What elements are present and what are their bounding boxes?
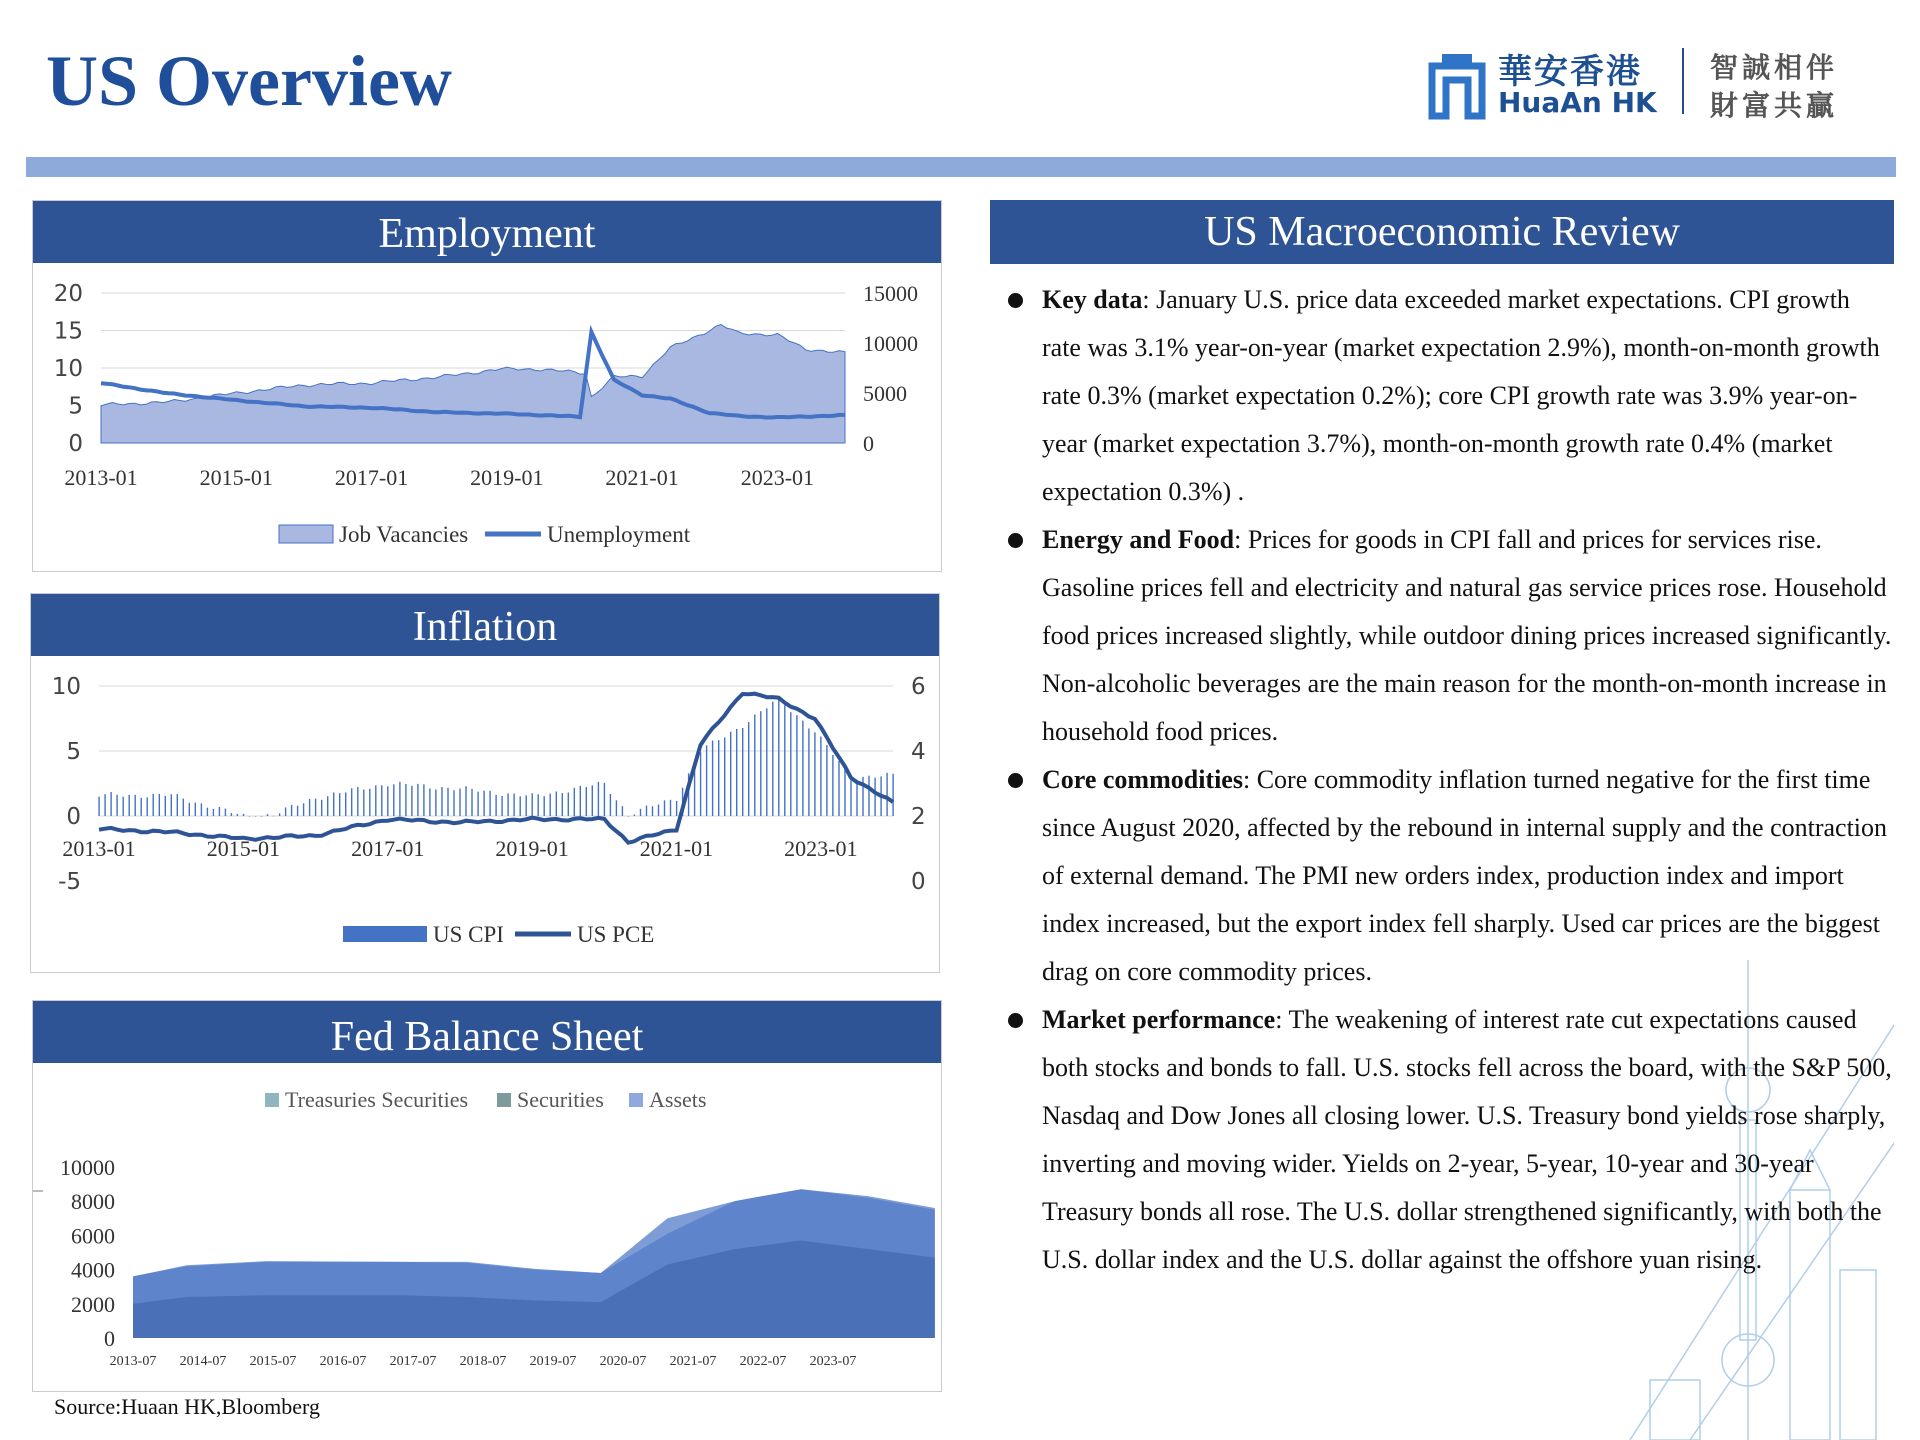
cpi-bar — [327, 796, 328, 816]
x-tick-label: 2013-01 — [62, 836, 136, 861]
cpi-bar — [147, 797, 148, 816]
legend-swatch-us-cpi — [343, 926, 427, 942]
cpi-bar — [676, 801, 677, 816]
x-tick-label: 2015-07 — [249, 1354, 297, 1369]
x-tick-label: 2021-01 — [639, 836, 714, 861]
cpi-bar — [381, 785, 382, 816]
cpi-bar — [646, 806, 647, 816]
cpi-bar — [357, 787, 358, 816]
cpi-bar — [249, 816, 250, 817]
y-right-tick-label: 0 — [863, 431, 874, 456]
cpi-bar — [297, 806, 298, 816]
cpi-bar — [375, 785, 376, 816]
y-left-tick-label: 5 — [66, 739, 81, 765]
review-list — [990, 276, 1894, 1284]
cpi-bar — [183, 799, 184, 816]
cpi-bar — [435, 790, 436, 817]
logo-slogan-1: 智誠相伴 — [1710, 51, 1839, 84]
pce-line — [99, 694, 893, 843]
cpi-bar — [766, 708, 767, 816]
cpi-bar — [598, 782, 599, 816]
cpi-bar — [237, 814, 238, 816]
cpi-bar — [826, 745, 827, 816]
review-item-energy-food — [990, 516, 1894, 756]
cpi-bar — [556, 792, 557, 817]
cpi-bar — [135, 795, 136, 816]
cpi-bar — [213, 809, 214, 816]
cpi-bar — [477, 792, 478, 816]
cpi-bar — [393, 784, 394, 816]
cpi-bar — [495, 795, 496, 816]
cpi-bar — [207, 808, 208, 816]
y-left-tick-label: 10 — [53, 356, 83, 382]
y-right-tick-label: 6 — [911, 674, 926, 700]
y-left-tick-label: 15 — [53, 318, 83, 345]
cpi-bar — [628, 816, 629, 817]
y-left-tick-label: 5 — [68, 393, 83, 420]
cpi-bar — [225, 809, 226, 816]
y-tick-label: 0 — [104, 1326, 115, 1351]
bullet-icon — [1008, 293, 1023, 308]
x-tick-label: 2023-07 — [809, 1354, 857, 1369]
cpi-bar — [658, 805, 659, 817]
legend-swatch-treasuries — [265, 1093, 279, 1107]
y-right-tick-label: 5000 — [863, 381, 907, 406]
cpi-bar — [369, 789, 370, 816]
cpi-bar — [195, 803, 196, 816]
cpi-bar — [285, 807, 286, 816]
cpi-bar — [526, 795, 527, 816]
cpi-bar — [520, 796, 521, 816]
y-tick-label: 4000 — [71, 1257, 115, 1283]
cpi-bar — [808, 729, 809, 817]
cpi-bar — [544, 796, 545, 816]
cpi-bar — [231, 813, 232, 816]
x-tick-label: 2017-01 — [334, 465, 409, 490]
y-right-tick-label: 2 — [911, 804, 926, 830]
macro-review — [990, 200, 1894, 1440]
y-left-tick-label: 0 — [66, 804, 81, 830]
cpi-bar — [796, 715, 797, 816]
x-tick-label: 2019-07 — [529, 1354, 577, 1369]
cpi-bar — [652, 806, 653, 816]
cpi-bar — [411, 786, 412, 816]
y-right-tick-label: 10000 — [863, 331, 918, 356]
cpi-bar — [868, 776, 869, 816]
cpi-bar — [123, 797, 124, 816]
cpi-bar — [784, 705, 785, 816]
x-tick-label: 2023-01 — [740, 465, 815, 490]
cpi-bar — [592, 785, 593, 816]
legend-label-us-cpi: US CPI — [433, 922, 504, 947]
cpi-bar — [640, 809, 641, 816]
cpi-bar — [104, 794, 105, 816]
cpi-bar — [399, 782, 400, 816]
logo-mark-icon — [1428, 50, 1488, 120]
cpi-bar — [315, 799, 316, 816]
legend-label-job-vacancies: Job Vacancies — [339, 522, 469, 547]
cpi-bar — [748, 722, 749, 816]
x-tick-label: 2023-01 — [784, 836, 858, 861]
review-item-text: : Core commodity inflation turned negative for the first time since August 2020, affected by the rebound in internal supply and the contraction of external demand. The PMI new orders index, production index and import index increased, but the export index fell sharply. Used car prices are the biggest drag on core commodity prices. — [1042, 765, 1888, 986]
cpi-bar — [321, 800, 322, 816]
x-tick-label: 2018-07 — [459, 1354, 507, 1369]
cpi-bar — [574, 788, 575, 816]
cpi-bar — [219, 807, 220, 816]
cpi-bar — [856, 780, 857, 816]
cpi-bar — [604, 783, 605, 816]
cpi-bar — [568, 793, 569, 817]
cpi-bar — [832, 755, 833, 816]
cpi-bar — [189, 803, 190, 816]
cpi-bar — [417, 784, 418, 816]
review-item-core-commodities — [990, 756, 1894, 996]
page-title: US Overview — [46, 41, 452, 121]
cpi-bar — [243, 814, 244, 816]
employment-title: Employment — [33, 201, 941, 263]
y-left-tick-label: 20 — [53, 281, 83, 307]
cpi-bar — [339, 793, 340, 816]
cpi-bar — [610, 794, 611, 816]
y-tick-label: 6000 — [71, 1223, 115, 1249]
cpi-bar — [255, 816, 256, 817]
review-item-market-performance — [990, 996, 1894, 1284]
x-tick-label: 2016-07 — [319, 1354, 367, 1369]
cpi-bar — [267, 814, 268, 816]
x-tick-label: 2022-07 — [739, 1354, 787, 1369]
cpi-bar — [153, 794, 154, 816]
review-title: US Macroeconomic Review — [990, 200, 1894, 264]
cpi-bar — [483, 791, 484, 816]
legend-swatch-job-vacancies — [279, 525, 333, 543]
cpi-bar — [513, 794, 514, 817]
y-right-tick-label: 15000 — [863, 281, 918, 306]
review-item-text: : January U.S. price data exceeded market expectations. CPI growth rate was 3.1% year-on-year (market expectation 2.9%), month-on-month growth rate 0.3% (market expectation 0.2%); core CPI growth rate was 3.9% year-on-year (market expectation 3.7%), month-on-month growth rate 0.4% (market expectation 0.3%) . — [1042, 285, 1880, 506]
y-tick-label: 10000 — [60, 1155, 115, 1180]
cpi-bar — [886, 773, 887, 816]
cpi-bar — [489, 791, 490, 816]
cpi-bar — [838, 761, 839, 816]
cpi-bar — [718, 740, 719, 816]
cpi-bar — [760, 711, 761, 816]
cpi-bar — [110, 792, 111, 816]
inflation-chart — [31, 656, 939, 970]
x-tick-label: 2014-07 — [179, 1354, 227, 1369]
review-item-label: Market performance — [1042, 1005, 1276, 1034]
y-left-tick-label: -5 — [58, 869, 81, 895]
cpi-bar — [550, 794, 551, 816]
legend-label-us-pce: US PCE — [577, 922, 655, 947]
cpi-bar — [303, 803, 304, 816]
cpi-bar — [333, 793, 334, 817]
x-tick-label: 2021-07 — [669, 1354, 717, 1369]
review-item-text: : Prices for goods in CPI fall and prices for services rise. Gasoline prices fell and electricity and natural gas service prices rose. Household food prices increased slightly, while outdoor dining prices increased significantly. Non-alcoholic beverages are the main reason for the month-on-month increase in household food prices. — [1042, 525, 1892, 746]
y-left-tick-label: 0 — [68, 431, 83, 457]
cpi-bar — [447, 788, 448, 816]
y-left-tick-label: 10 — [51, 674, 81, 700]
legend-label-treasuries: Treasuries Securities — [285, 1087, 469, 1112]
cpi-bar — [772, 702, 773, 816]
cpi-bar — [790, 712, 791, 816]
y-tick-label: 8000 — [71, 1189, 115, 1215]
cpi-bar — [580, 786, 581, 816]
cpi-bar — [177, 794, 178, 816]
cpi-bar — [670, 800, 671, 816]
cpi-bar — [507, 793, 508, 816]
employment-chart — [33, 263, 941, 569]
cpi-bar — [874, 778, 875, 816]
cpi-bar — [820, 737, 821, 817]
cpi-bar — [850, 778, 851, 816]
review-item-label: Energy and Food — [1042, 525, 1235, 554]
x-tick-label: 2017-07 — [389, 1354, 437, 1369]
cpi-bar — [405, 784, 406, 816]
cpi-bar — [141, 798, 142, 816]
cpi-bar — [465, 786, 466, 816]
legend-swatch-securities — [497, 1093, 511, 1107]
cpi-bar — [201, 803, 202, 816]
review-item-text: : The weakening of interest rate cut expectations caused both stocks and bonds to fall. U.S. stocks fell across the board, with the S&P 500, Nasdaq and Dow Jones all closing lower. U.S. Treasury bond yields rose sharply, inverting and moving wider. Yields on 2-year, 5-year, 10-year and 30-year Treasury bonds all rose. The U.S. dollar strengthened significantly, with both the U.S. dollar index and the U.S. dollar against the offshore yuan rising. — [1042, 1005, 1892, 1274]
y-tick-label: 2000 — [71, 1291, 115, 1317]
x-tick-label: 2019-01 — [470, 465, 544, 490]
cpi-bar — [892, 774, 893, 816]
cpi-bar — [814, 732, 815, 816]
x-tick-label: 2013-07 — [109, 1354, 157, 1369]
cpi-bar — [538, 794, 539, 816]
cpi-bar — [586, 787, 587, 816]
cpi-bar — [712, 741, 713, 816]
cpi-bar — [345, 792, 346, 816]
cpi-bar — [616, 800, 617, 816]
cpi-bar — [291, 805, 292, 816]
job-vacancies-area — [101, 325, 845, 444]
cpi-bar — [724, 738, 725, 817]
cpi-bar — [634, 815, 635, 817]
x-tick-label: 2019-01 — [495, 836, 569, 861]
review-item-key-data — [990, 276, 1894, 516]
cpi-bar — [700, 752, 701, 816]
cpi-bar — [844, 768, 845, 817]
cpi-bar — [116, 795, 117, 816]
cpi-bar — [562, 793, 563, 816]
bullet-icon — [1008, 1013, 1023, 1028]
cpi-bar — [279, 813, 280, 816]
cpi-bar — [664, 800, 665, 816]
cpi-bar — [532, 793, 533, 816]
legend-label-securities: Securities — [517, 1087, 604, 1112]
cpi-bar — [754, 715, 755, 817]
cpi-bar — [471, 789, 472, 816]
fed-panel — [32, 1000, 942, 1392]
cpi-bar — [778, 696, 779, 816]
review-item-label: Core commodities — [1042, 765, 1243, 794]
x-tick-label: 2015-01 — [199, 465, 273, 490]
logo-en-name: HuaAn HK — [1498, 86, 1657, 119]
cpi-bar — [453, 790, 454, 816]
header-divider-bar — [26, 157, 1896, 177]
cpi-bar — [159, 794, 160, 816]
source-note: Source:Huaan HK,Bloomberg — [54, 1394, 320, 1419]
employment-panel — [32, 200, 942, 572]
cpi-bar — [501, 796, 502, 816]
x-tick-label: 2015-01 — [206, 836, 281, 861]
cpi-bar — [736, 729, 737, 816]
cpi-bar — [622, 806, 623, 816]
cpi-bar — [309, 799, 310, 816]
y-right-tick-label: 0 — [911, 869, 926, 895]
x-tick-label: 2021-01 — [605, 465, 679, 490]
review-item-label: Key data — [1042, 285, 1143, 314]
cpi-bar — [459, 789, 460, 817]
inflation-panel — [30, 593, 940, 973]
cpi-bar — [387, 786, 388, 816]
inflation-title: Inflation — [31, 594, 939, 656]
cpi-bar — [742, 728, 743, 816]
x-tick-label: 2017-01 — [351, 836, 425, 861]
cpi-bar — [363, 790, 364, 817]
cpi-bar — [98, 797, 99, 816]
legend-swatch-assets — [629, 1093, 643, 1107]
cpi-bar — [129, 795, 130, 816]
brand-logo — [1420, 44, 1840, 124]
logo-divider — [1682, 48, 1684, 114]
x-tick-label: 2020-07 — [599, 1354, 647, 1369]
legend-label-unemployment: Unemployment — [547, 522, 691, 547]
cpi-bar — [423, 784, 424, 816]
cpi-bar — [706, 745, 707, 816]
y-right-tick-label: 4 — [911, 739, 926, 765]
x-tick-label: 2013-01 — [64, 465, 138, 490]
bullet-icon — [1008, 773, 1023, 788]
bullet-icon — [1008, 533, 1023, 548]
legend-label-assets: Assets — [649, 1087, 707, 1112]
cpi-bar — [429, 788, 430, 816]
cpi-bar — [261, 816, 262, 817]
cpi-bar — [171, 794, 172, 816]
cpi-bar — [802, 721, 803, 816]
cpi-bar — [273, 816, 274, 817]
fed-chart — [33, 1063, 941, 1389]
cpi-bar — [165, 796, 166, 816]
cpi-bar — [730, 732, 731, 816]
cpi-bar — [441, 787, 442, 816]
fed-title: Fed Balance Sheet — [33, 1001, 941, 1063]
cpi-bar — [351, 788, 352, 816]
logo-cn-name: 華安香港 — [1498, 52, 1642, 92]
logo-slogan-2: 財富共贏 — [1710, 89, 1839, 122]
